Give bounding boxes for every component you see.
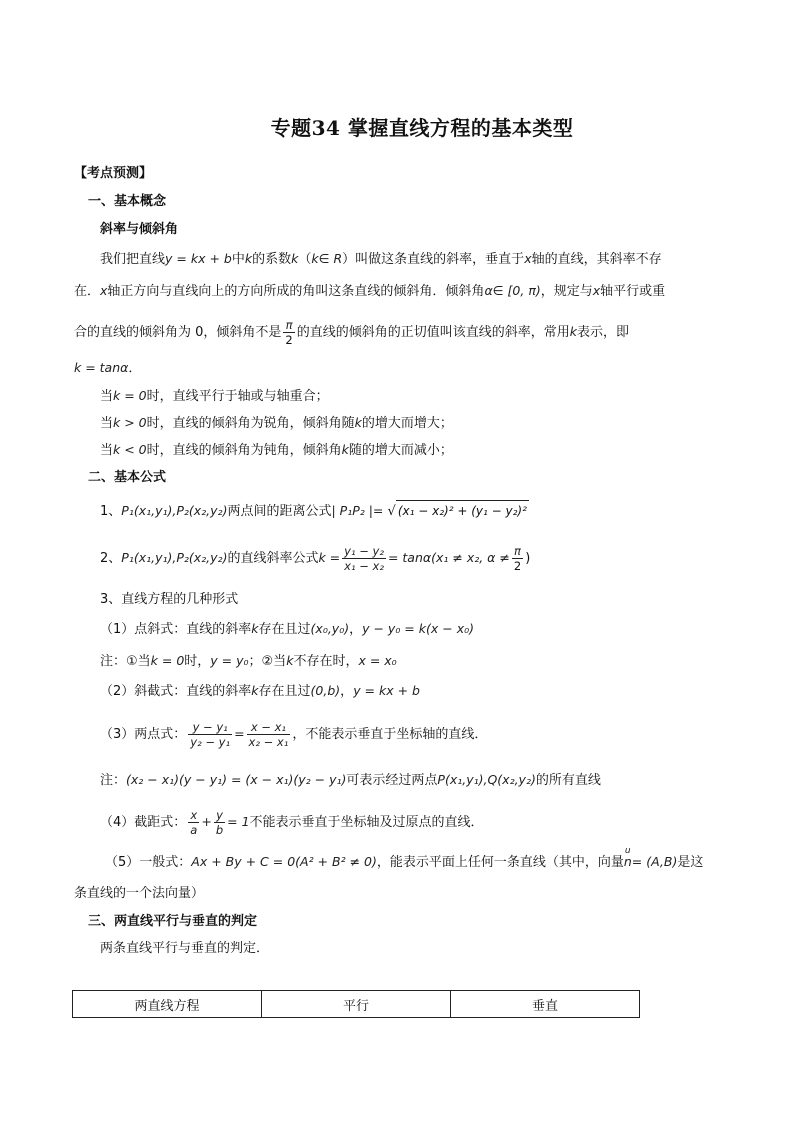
section-1-heading: 一、基本概念	[88, 194, 167, 209]
general-form: （5）一般式：Ax + By + C = 0(A² + B² ≠ 0)，能表示平面上任何一条直线（其中，向量 u n= (A,B)是这	[105, 846, 704, 870]
point-slope-note: 注：①当k = 0时，y = y₀；②当k不存在时，x = x₀	[100, 653, 397, 669]
section-3-heading: 三、两直线平行与垂直的判定	[88, 914, 258, 929]
page-title: 专题34 掌握直线方程的基本类型	[270, 116, 574, 140]
section-tag: 【考点预测】	[74, 166, 153, 181]
section-2-heading: 二、基本公式	[88, 470, 167, 485]
formula-forms-heading: 3、直线方程的几种形式	[100, 592, 239, 607]
intercept-form: （4）截距式： $\frac{x}{a}$ + $\frac{y}{b}$ = 1不能表示垂直于坐标轴及过原点的直线．	[100, 808, 484, 837]
paragraph-1-line-3: 合的直线的倾斜角为 0，倾斜角不是 $\frac{\pi}{2}$ 的直线的倾斜角的正切值叫该直线的斜率，常用k表示，即	[74, 318, 630, 347]
table-header-equation: 两直线方程	[73, 991, 262, 1018]
table-header-row	[73, 991, 640, 1018]
formula-distance: 1、P₁(x₁,y₁),P₂(x₂,y₂)两点间的距离公式| P₁P₂ |= √ (x₁ − x₂)² + (y₁ − y₂)²	[100, 500, 724, 522]
case-k-positive: 当k > 0时，直线的倾斜角为锐角，倾斜角随k的增大而增大；	[100, 415, 453, 431]
general-form-line-2: 条直线的一个法向量）	[74, 886, 205, 901]
two-point-note: 注：(x₂ − x₁)(y − y₁) = (x − x₁)(y₂ − y₁)可表示经过两点P(x₁,y₁),Q(x₂,y₂)的所有直线	[100, 772, 601, 788]
slope-intercept-form: （2）斜截式：直线的斜率k存在且过(0,b)，y = kx + b	[100, 683, 420, 699]
section-3-text: 两条直线平行与垂直的判定．	[100, 941, 270, 956]
case-k-zero: 当k = 0时，直线平行于轴或与轴重合；	[100, 388, 329, 404]
paragraph-1-line-1: 我们把直线y = kx + b中k的系数k（k∈ R）叫做这条直线的斜率，垂直于x轴的直线，其斜率不存	[100, 251, 662, 267]
table-header-perpendicular: 垂直	[451, 991, 640, 1018]
two-point-form: （3）两点式： $\frac{\text{y − y₁}}{\text{y₂ − y₁}}$ = $\frac{\text{x − x₁}}{\text{x₂ − x₁}}$ ，不能表示垂直于坐标轴的直线．	[100, 720, 488, 749]
table-header-parallel: 平行	[262, 991, 451, 1018]
formula-slope: 2、P₁(x₁,y₁),P₂(x₂,y₂)的直线斜率公式k = $\frac{\text{y₁ − y₂}}{\text{x₁ − x₂}}$ = tanα(x₁ ≠ x₂, α ≠ $\frac{\pi}{2}$ )	[100, 544, 531, 573]
section-1-subheading: 斜率与倾斜角	[100, 222, 179, 237]
paragraph-1-line-4: k = tanα．	[74, 360, 142, 376]
case-k-negative: 当k < 0时，直线的倾斜角为钝角，倾斜角k随的增大而减小；	[100, 442, 453, 458]
point-slope-form: （1）点斜式：直线的斜率k存在且过(x₀,y₀)，y − y₀ = k(x − x₀)	[100, 621, 474, 637]
paragraph-1-line-2: 在．x轴正方向与直线向上的方向所成的角叫这条直线的倾斜角．倾斜角α∈ [0, π)，规定与x轴平行或重	[74, 283, 666, 299]
parallel-perpendicular-table	[72, 990, 640, 1018]
